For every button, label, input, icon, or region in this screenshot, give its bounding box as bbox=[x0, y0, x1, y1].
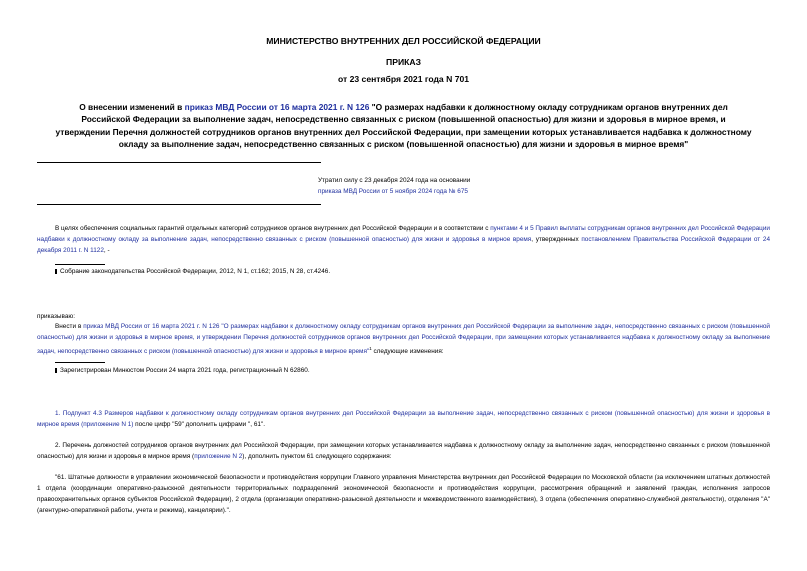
item-1-text: после цифр "59" дополнить цифрами ", 61". bbox=[133, 420, 265, 428]
item-1-paragraph bbox=[37, 409, 770, 431]
title-prefix: О внесении изменений в bbox=[79, 102, 185, 112]
footnote-separator bbox=[55, 264, 105, 265]
introduce-text: следующие изменения: bbox=[371, 347, 444, 355]
preamble-text: В целях обеспечения социальных гарантий отдельных категорий сотрудников органов внутренних дел Российской Федерации и в соответствии с bbox=[55, 225, 491, 232]
order-word: приказываю: bbox=[37, 313, 75, 320]
item-2-text: ), дополнить пунктом 61 следующего содержания: bbox=[242, 452, 392, 460]
item-2-link-appendix-2[interactable]: приложение N 2 bbox=[194, 452, 243, 460]
title-suffix: "О размерах надбавки к должностному окладу сотрудникам органов внутренних дел Российской Федерации за выполнение задач, непосредственно связанных с риском (повышенной опасностью) для жизни и здоровья в мирное время, и утверждении Перечня должностей сотрудников органов внутренних дел Российской Федерации, при замещении которых устанавливается надбавка к должностному окладу за выполнение задач, непосредственно связанных с риском (повышенной опасностью) для жизни и здоровья в мирное время" bbox=[55, 102, 752, 149]
footnote-1-text: Собрание законодательства Российской Федерации, 2012, N 1, ст.162; 2015, N 28, ст.4246. bbox=[60, 268, 331, 275]
introduce-link-title[interactable]: "О размерах надбавки к должностному окладу сотрудникам органов внутренних дел Российской Федерации за выполнение задач, непосредственно связанных с риском (повышенной опасностью) для жизни и здоровья в мирное время, и утверждении Перечня должностей сотрудников органов внутренних дел Российской Федерации, при замещении которых устанавливается надбавка к должностному окладу за выполнение задач, непосредственно связанных с риском (повышенной опасностью) для жизни и здоровья в мирное время" bbox=[37, 323, 770, 355]
document-date-number: от 23 сентября 2021 года N 701 bbox=[337, 74, 470, 84]
document-type: ПРИКАЗ bbox=[386, 57, 421, 67]
separator-line bbox=[37, 204, 321, 205]
footnote-1 bbox=[55, 267, 330, 277]
item-2-text: 2. Перечень должностей сотрудников органов внутренних дел Российской Федерации, при замещении которых устанавливается надбавка к должностному окладу за выполнение задач, непосредственно связанных с риском (повышенной опасностью) для жизни и здоровья в мирное время ( bbox=[37, 442, 770, 460]
preamble-link-decree-1122[interactable]: постановлением Правительства Российской Федерации от 24 декабря 2011 г. N 1122 bbox=[37, 235, 770, 254]
title-link-order-126[interactable]: приказ МВД России от 16 марта 2021 г. N 126 bbox=[184, 102, 370, 112]
status-line: Утратил силу с 23 декабря 2024 года на основании bbox=[318, 177, 471, 184]
separator-line bbox=[37, 162, 321, 163]
footnote-marker-icon bbox=[55, 368, 57, 373]
introduce-paragraph bbox=[37, 322, 770, 358]
ministry-name: МИНИСТЕРСТВО ВНУТРЕННИХ ДЕЛ РОССИЙСКОЙ ФЕДЕРАЦИИ bbox=[266, 36, 541, 46]
item-61-text: "61. Штатные должности в управлении экономической безопасности и противодействия коррупции Главного управления Министерства внутренних дел Российской Федерации по Московской области (за исключением штатных должностей 1 отдела (координации оперативно-разыскной деятельности территориальных подразделений экономической безопасности и противодействия коррупции, рассмотрения обращений и заявлений граждан, исполнения запросов правоохранительных органов субъектов Российской Федерации), 2 отдела (организации оперативно-разыскной деятельности и межведомственного взаимодействия), 3 отдела (обеспечения оперативно-служебной деятельности), отделения "А" (агентурно-оперативной работы, учета и режима), канцелярии).". bbox=[37, 474, 770, 514]
footnote-2-text: Зарегистрирован Минюстом России 24 марта 2021 года, регистрационный N 62860. bbox=[60, 367, 310, 374]
status-note bbox=[318, 175, 758, 197]
footnote-marker-icon bbox=[55, 269, 57, 274]
item-1-link[interactable]: 1. Подпункт 4.3 Размеров надбавки к должностному окладу сотрудникам органов внутренних дел Российской Федерации за выполнение задач, непосредственно связанных с риском (повышенной опасностью) для жизни и здоровья в мирное время (приложение N 1) bbox=[37, 410, 770, 428]
status-link-order-675[interactable]: приказа МВД России от 5 ноября 2024 года № 675 bbox=[318, 188, 468, 195]
preamble-paragraph bbox=[37, 224, 770, 257]
footnote-separator bbox=[55, 362, 105, 363]
footnote-2 bbox=[55, 366, 310, 376]
preamble-text: , - bbox=[103, 246, 110, 254]
preamble-text: , утвержденных bbox=[531, 235, 582, 243]
footnote-ref[interactable]: 1 bbox=[369, 345, 372, 351]
item-61-paragraph bbox=[37, 473, 770, 517]
introduce-text: Внести в bbox=[55, 323, 84, 330]
item-2-paragraph bbox=[37, 441, 770, 463]
introduce-link-order-126[interactable]: приказ МВД России от 16 марта 2021 г. N 126 bbox=[83, 323, 220, 330]
preamble-link-rules[interactable]: пунктами 4 и 5 Правил выплаты сотрудникам органов внутренних дел Российской Федерации надбавки к должностному окладу за выполнение задач, непосредственно связанных с риском (повышенной опасностью) для жизни и здоровья в мирное время bbox=[37, 225, 770, 243]
document-title bbox=[55, 101, 752, 150]
